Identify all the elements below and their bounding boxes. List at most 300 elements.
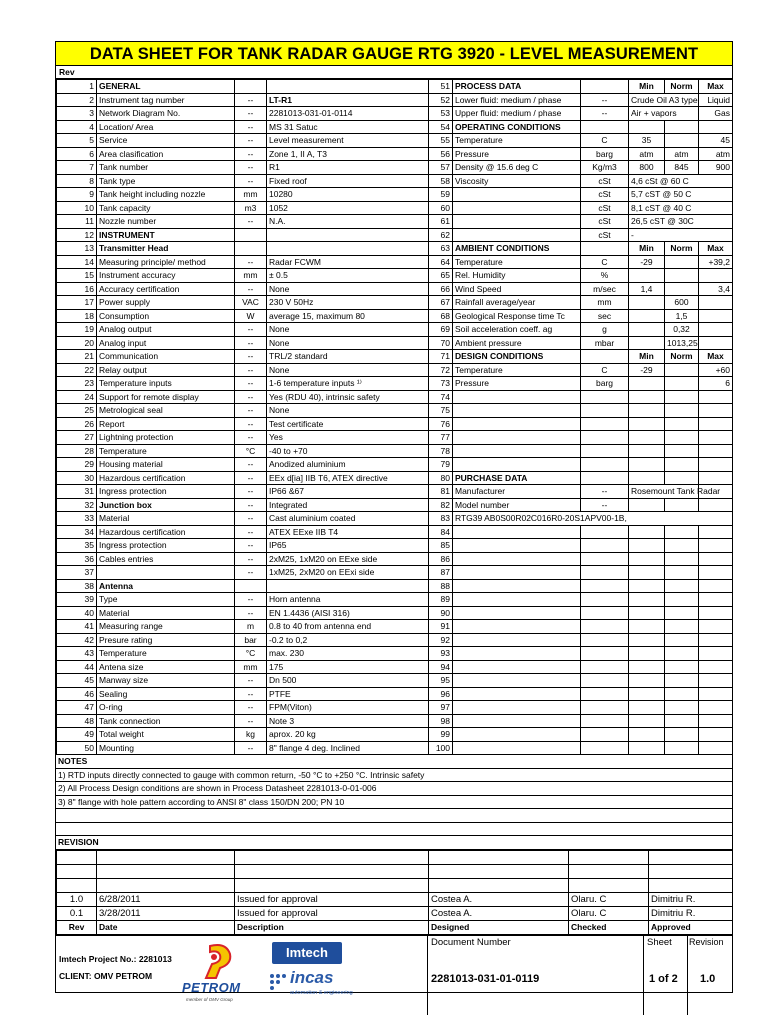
parameter-name [453, 552, 581, 566]
unit: -- [235, 471, 267, 485]
row-number: 82 [429, 498, 453, 512]
unit: -- [235, 485, 267, 499]
parameter-name: Support for remote display [97, 390, 235, 404]
unit: °C [235, 647, 267, 661]
row-number: 56 [429, 147, 453, 161]
parameter-name [453, 417, 581, 431]
parameter-name: PURCHASE DATA [453, 471, 581, 485]
parameter-name [453, 593, 581, 607]
approved-col-header: Approved [649, 920, 733, 934]
spec-row [57, 161, 733, 175]
row-number: 85 [429, 539, 453, 553]
parameter-value: 4,6 cSt @ 60 C [629, 174, 733, 188]
spec-row [57, 309, 733, 323]
max-value: Liquid [699, 93, 733, 107]
spec-row [57, 431, 733, 445]
parameter-name: Temperature [453, 134, 581, 148]
row-number: 45 [57, 674, 97, 688]
revision-row [57, 892, 733, 906]
parameter-name [453, 606, 581, 620]
unit [581, 701, 629, 715]
norm-value [665, 363, 699, 377]
row-number: 13 [57, 242, 97, 256]
petrom-wordmark: PETROM [182, 979, 241, 995]
parameter-value: EEx d[ia] IIB T6, ATEX directive [267, 471, 429, 485]
row-number: 83 [429, 512, 453, 526]
parameter-value: 1-6 temperature inputs ¹⁾ [267, 377, 429, 391]
spec-row [57, 228, 733, 242]
row-number: 59 [429, 188, 453, 202]
parameter-value: None [267, 323, 429, 337]
unit [235, 242, 267, 256]
unit: m3 [235, 201, 267, 215]
revision-value: 1.0 [700, 972, 716, 985]
min-value [629, 390, 665, 404]
min-value [629, 633, 665, 647]
row-number: 64 [429, 255, 453, 269]
unit [581, 350, 629, 364]
norm-value [665, 687, 699, 701]
unit: C [581, 255, 629, 269]
parameter-name [453, 620, 581, 634]
norm-value: Norm [665, 350, 699, 364]
parameter-name: Lower fluid: medium / phase [453, 93, 581, 107]
unit: cSt [581, 174, 629, 188]
row-number: 27 [57, 431, 97, 445]
row-number: 71 [429, 350, 453, 364]
min-value [629, 674, 665, 688]
norm-value [665, 255, 699, 269]
notes-section [56, 755, 732, 850]
parameter-name: Service [97, 134, 235, 148]
spec-row [57, 201, 733, 215]
row-number: 47 [57, 701, 97, 715]
unit [581, 687, 629, 701]
row-number: 99 [429, 728, 453, 742]
spec-row [57, 620, 733, 634]
row-number: 69 [429, 323, 453, 337]
parameter-name: Presure rating [97, 633, 235, 647]
parameter-name [453, 188, 581, 202]
parameter-value: -40 to +70 [267, 444, 429, 458]
unit: mm [235, 269, 267, 283]
parameter-name [453, 647, 581, 661]
max-value: Gas [699, 107, 733, 121]
spec-row [57, 323, 733, 337]
unit: C [581, 363, 629, 377]
unit: -- [235, 390, 267, 404]
row-number: 61 [429, 215, 453, 229]
parameter-name: Measuring range [97, 620, 235, 634]
max-value [699, 728, 733, 742]
spec-row [57, 741, 733, 755]
rev-number: 1.0 [57, 892, 97, 906]
parameter-value: 10280 [267, 188, 429, 202]
note-1: 1) RTD inputs directly connected to gauge with common return, -50 °C to +250 °C. Intrinsic safety [56, 769, 732, 783]
min-value: -29 [629, 255, 665, 269]
unit [581, 606, 629, 620]
max-value [699, 120, 733, 134]
row-number: 28 [57, 444, 97, 458]
parameter-value: 2xM25, 1xM20 on EExe side [267, 552, 429, 566]
min-value [629, 309, 665, 323]
rev-checked: Olaru. C [569, 906, 649, 920]
min-value [629, 714, 665, 728]
rev-approved: Dimitriu R. [649, 892, 733, 906]
spec-row [57, 174, 733, 188]
unit: -- [235, 741, 267, 755]
row-number: 97 [429, 701, 453, 715]
row-number: 51 [429, 80, 453, 94]
parameter-value: 175 [267, 660, 429, 674]
parameter-value: EN 1.4436 (AISI 316) [267, 606, 429, 620]
row-number: 41 [57, 620, 97, 634]
parameter-value: 8,1 cST @ 40 C [629, 201, 733, 215]
parameter-value: Dn 500 [267, 674, 429, 688]
unit: -- [235, 323, 267, 337]
parameter-name: Communication [97, 350, 235, 364]
row-number: 23 [57, 377, 97, 391]
max-value: 900 [699, 161, 733, 175]
unit: cSt [581, 228, 629, 242]
row-number: 50 [57, 741, 97, 755]
row-number: 92 [429, 633, 453, 647]
norm-value [665, 377, 699, 391]
parameter-value: Horn antenna [267, 593, 429, 607]
spec-row [57, 566, 733, 580]
row-number: 25 [57, 404, 97, 418]
min-value [629, 404, 665, 418]
max-value: Max [699, 242, 733, 256]
parameter-value: FPM(Viton) [267, 701, 429, 715]
rev-checked: Olaru. C [569, 892, 649, 906]
parameter-name [453, 228, 581, 242]
parameter-value: Yes (RDU 40), intrinsic safety [267, 390, 429, 404]
unit [581, 566, 629, 580]
parameter-value: LT-R1 [267, 93, 429, 107]
unit [581, 525, 629, 539]
rev-number: 0.1 [57, 906, 97, 920]
unit: -- [581, 485, 629, 499]
norm-value [665, 282, 699, 296]
row-number: 74 [429, 390, 453, 404]
parameter-name: Geological Response time Tc [453, 309, 581, 323]
unit [581, 417, 629, 431]
row-number: 95 [429, 674, 453, 688]
checked-col-header: Checked [569, 920, 649, 934]
parameter-value: aprox. 20 kg [267, 728, 429, 742]
min-value [629, 539, 665, 553]
unit: % [581, 269, 629, 283]
description-col-header: Description [235, 920, 429, 934]
spec-row [57, 687, 733, 701]
min-value: Min [629, 80, 665, 94]
max-value [699, 525, 733, 539]
parameter-value: 0.8 to 40 from antenna end [267, 620, 429, 634]
parameter-name: Tank height including nozzle [97, 188, 235, 202]
spec-row [57, 485, 733, 499]
parameter-name: GENERAL [97, 80, 235, 94]
spec-table [56, 79, 733, 755]
parameter-value: average 15, maximum 80 [267, 309, 429, 323]
parameter-name: Antenna [97, 579, 235, 593]
row-number: 26 [57, 417, 97, 431]
row-number: 73 [429, 377, 453, 391]
spec-row [57, 417, 733, 431]
parameter-value: Note 3 [267, 714, 429, 728]
rev-designed: Costea A. [429, 906, 569, 920]
parameter-name: Lightning protection [97, 431, 235, 445]
incas-logo [268, 968, 378, 1008]
rev-header: Rev [56, 66, 732, 79]
min-value [629, 741, 665, 755]
unit [581, 458, 629, 472]
norm-value: 1,5 [665, 309, 699, 323]
client-name: CLIENT: OMV PETROM [59, 970, 153, 981]
imtech-wordmark: Imtech [286, 944, 328, 960]
imtech-logo [272, 942, 342, 964]
datasheet-title: DATA SHEET FOR TANK RADAR GAUGE RTG 3920 - LEVEL MEASUREMENT [56, 42, 732, 66]
parameter-value [267, 228, 429, 242]
parameter-name: Instrument tag number [97, 93, 235, 107]
spec-row [57, 539, 733, 553]
unit [235, 228, 267, 242]
unit [581, 444, 629, 458]
min-value: atm [629, 147, 665, 161]
parameter-name: Hazardous certification [97, 525, 235, 539]
parameter-value: R1 [267, 161, 429, 175]
parameter-name [453, 633, 581, 647]
unit: cSt [581, 188, 629, 202]
max-value [699, 309, 733, 323]
norm-value [665, 444, 699, 458]
unit [581, 741, 629, 755]
spec-row [57, 606, 733, 620]
row-number: 19 [57, 323, 97, 337]
unit [581, 404, 629, 418]
parameter-name [97, 566, 235, 580]
petrom-logo [180, 942, 256, 1006]
row-number: 68 [429, 309, 453, 323]
min-value: 35 [629, 134, 665, 148]
rev-description: Issued for approval [235, 906, 429, 920]
row-number: 33 [57, 512, 97, 526]
max-value [699, 471, 733, 485]
norm-value [665, 620, 699, 634]
row-number: 39 [57, 593, 97, 607]
parameter-value: ATEX EExe IIB T4 [267, 525, 429, 539]
unit: -- [235, 687, 267, 701]
row-number: 32 [57, 498, 97, 512]
norm-value [665, 539, 699, 553]
max-value [699, 498, 733, 512]
min-value [629, 431, 665, 445]
spec-row [57, 498, 733, 512]
min-value [629, 566, 665, 580]
row-number: 67 [429, 296, 453, 310]
petrom-tagline: member of OMV Group [186, 996, 233, 1002]
row-number: 46 [57, 687, 97, 701]
max-value [699, 633, 733, 647]
spec-row [57, 107, 733, 121]
parameter-name: Rel. Humidity [453, 269, 581, 283]
spec-row [57, 336, 733, 350]
max-value [699, 404, 733, 418]
row-number: 37 [57, 566, 97, 580]
unit [235, 80, 267, 94]
norm-value [665, 579, 699, 593]
norm-value: atm [665, 147, 699, 161]
row-number: 21 [57, 350, 97, 364]
spec-row [57, 282, 733, 296]
parameter-name: Manufacturer [453, 485, 581, 499]
row-number: 70 [429, 336, 453, 350]
norm-value: 0,32 [665, 323, 699, 337]
min-value [629, 620, 665, 634]
revision-row [57, 906, 733, 920]
norm-value [665, 728, 699, 742]
sheet-value: 1 of 2 [649, 972, 678, 985]
max-value [699, 417, 733, 431]
note-2: 2) All Process Design conditions are shown in Process Datasheet 2281013-0-01-006 [56, 782, 732, 796]
max-value: atm [699, 147, 733, 161]
unit: -- [235, 174, 267, 188]
row-number: 81 [429, 485, 453, 499]
row-number: 3 [57, 107, 97, 121]
min-value [629, 687, 665, 701]
rev-description: Issued for approval [235, 892, 429, 906]
unit: -- [235, 539, 267, 553]
parameter-value: max. 230 [267, 647, 429, 661]
parameter-name: O-ring [97, 701, 235, 715]
unit: -- [235, 552, 267, 566]
row-number: 57 [429, 161, 453, 175]
rev-date: 3/28/2011 [97, 906, 235, 920]
unit: -- [235, 350, 267, 364]
min-value [629, 269, 665, 283]
max-value [699, 579, 733, 593]
row-number: 63 [429, 242, 453, 256]
row-number: 24 [57, 390, 97, 404]
parameter-name: Ingress protection [97, 539, 235, 553]
max-value: 45 [699, 134, 733, 148]
parameter-name: Analog input [97, 336, 235, 350]
unit: -- [235, 674, 267, 688]
max-value: Max [699, 350, 733, 364]
norm-value [665, 269, 699, 283]
parameter-value: Crude Oil A3 type [629, 93, 699, 107]
unit: -- [235, 363, 267, 377]
row-number: 48 [57, 714, 97, 728]
row-number: 86 [429, 552, 453, 566]
row-number: 30 [57, 471, 97, 485]
parameter-name: Density @ 15.6 deg C [453, 161, 581, 175]
spec-row [57, 458, 733, 472]
norm-value [665, 390, 699, 404]
unit: -- [235, 606, 267, 620]
parameter-name: Upper fluid: medium / phase [453, 107, 581, 121]
min-value [629, 471, 665, 485]
parameter-value: Integrated [267, 498, 429, 512]
max-value [699, 687, 733, 701]
unit: -- [581, 498, 629, 512]
spec-row [57, 404, 733, 418]
max-value [699, 647, 733, 661]
notes-label: NOTES [56, 755, 732, 769]
parameter-name: Pressure [453, 377, 581, 391]
parameter-name: AMBIENT CONDITIONS [453, 242, 581, 256]
parameter-value [267, 80, 429, 94]
spec-row [57, 593, 733, 607]
unit: barg [581, 147, 629, 161]
max-value: +39,2 [699, 255, 733, 269]
row-number: 7 [57, 161, 97, 175]
parameter-name: Junction box [97, 498, 235, 512]
spec-row [57, 377, 733, 391]
max-value [699, 660, 733, 674]
parameter-name: Temperature [453, 255, 581, 269]
row-number: 88 [429, 579, 453, 593]
unit: -- [235, 336, 267, 350]
unit: mm [581, 296, 629, 310]
row-number: 65 [429, 269, 453, 283]
row-number: 52 [429, 93, 453, 107]
parameter-value: 2281013-031-01-0114 [267, 107, 429, 121]
row-number: 5 [57, 134, 97, 148]
parameter-name: DESIGN CONDITIONS [453, 350, 581, 364]
row-number: 54 [429, 120, 453, 134]
parameter-name: Material [97, 512, 235, 526]
row-number: 10 [57, 201, 97, 215]
norm-value: Norm [665, 242, 699, 256]
min-value [629, 660, 665, 674]
parameter-value: PTFE [267, 687, 429, 701]
row-number: 17 [57, 296, 97, 310]
max-value [699, 431, 733, 445]
unit: °C [235, 444, 267, 458]
parameter-value: Rosemount Tank Radar [629, 485, 699, 499]
norm-value [665, 593, 699, 607]
parameter-name: Metrological seal [97, 404, 235, 418]
parameter-name [453, 714, 581, 728]
row-number: 58 [429, 174, 453, 188]
parameter-name [453, 674, 581, 688]
parameter-name: Total weight [97, 728, 235, 742]
unit: -- [235, 161, 267, 175]
parameter-name: Power supply [97, 296, 235, 310]
max-value [699, 714, 733, 728]
unit [581, 647, 629, 661]
spec-row [57, 120, 733, 134]
parameter-name: Nozzle number [97, 215, 235, 229]
min-value [629, 377, 665, 391]
parameter-name [453, 566, 581, 580]
revision-label-box: Revision [689, 936, 724, 947]
max-value [699, 458, 733, 472]
parameter-name: Soil acceleration coeff. ag [453, 323, 581, 337]
datasheet [55, 41, 733, 1002]
parameter-name: Tank number [97, 161, 235, 175]
max-value [699, 323, 733, 337]
min-value: Min [629, 350, 665, 364]
parameter-value: IP65 [267, 539, 429, 553]
norm-value [665, 714, 699, 728]
unit: mm [235, 188, 267, 202]
parameter-name: Tank type [97, 174, 235, 188]
min-value [629, 579, 665, 593]
norm-value [665, 134, 699, 148]
spec-row [57, 80, 733, 94]
